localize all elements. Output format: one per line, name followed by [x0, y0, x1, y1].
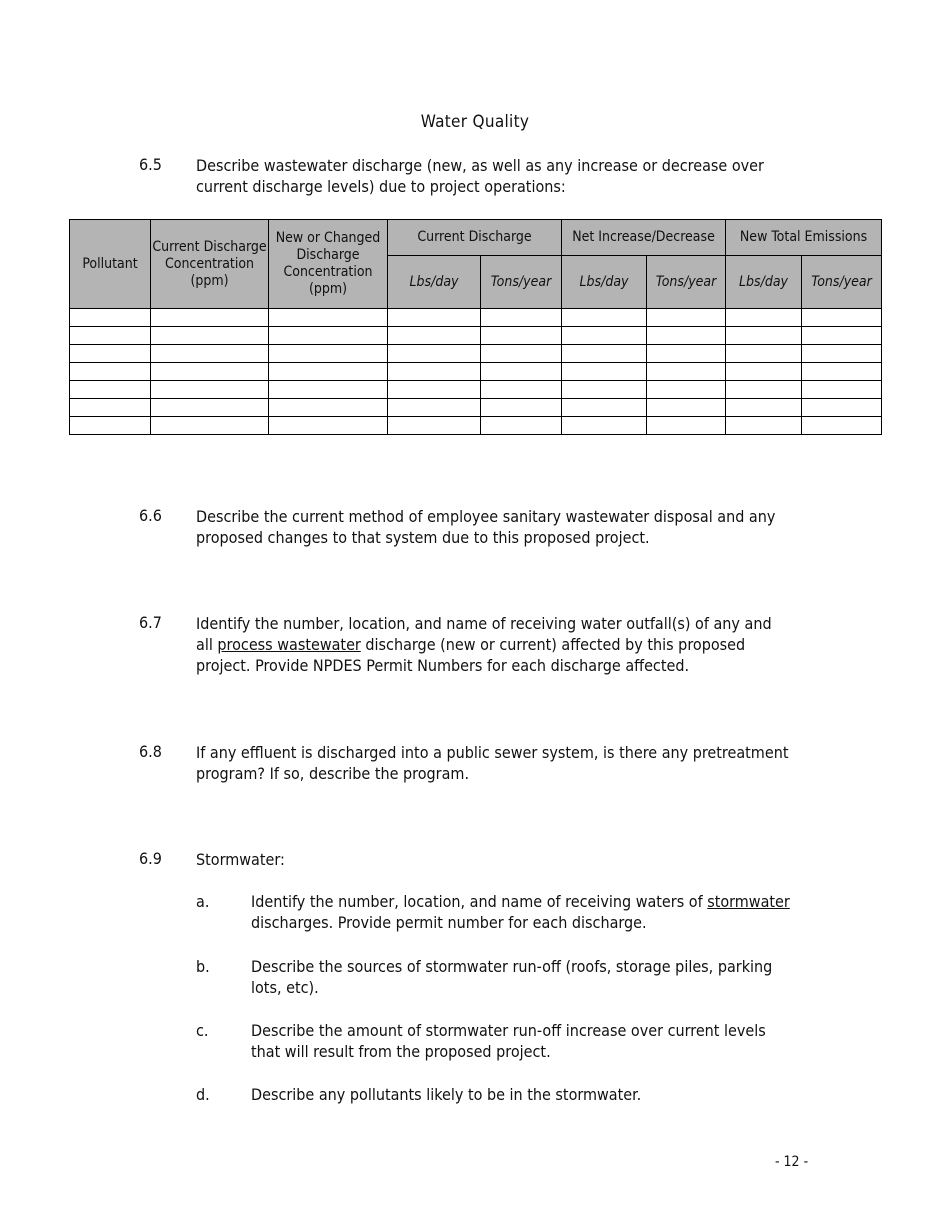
table-body	[70, 309, 882, 435]
header-total-tons-year: Tons/year	[802, 256, 882, 309]
table-cell[interactable]	[647, 381, 726, 399]
table-cell[interactable]	[562, 309, 647, 327]
table-cell[interactable]	[802, 345, 882, 363]
table-cell[interactable]	[481, 345, 562, 363]
item-d-text: Describe any pollutants likely to be in the stormwater.	[251, 1085, 642, 1104]
table-cell[interactable]	[562, 345, 647, 363]
header-current-concentration: Current Discharge Concentration (ppm)	[151, 220, 269, 309]
question-6-5-text: Describe wastewater discharge (new, as well as any increase or decrease over current discharge levels) due to project operations:	[196, 156, 764, 196]
table-cell[interactable]	[70, 363, 151, 381]
table-cell[interactable]	[647, 309, 726, 327]
table-cell[interactable]	[647, 417, 726, 435]
table-cell[interactable]	[726, 399, 802, 417]
section-title: Water Quality	[420, 112, 530, 132]
table-cell[interactable]	[647, 327, 726, 345]
table-cell[interactable]	[151, 309, 269, 327]
table-row	[70, 417, 882, 435]
item-b-text: Describe the sources of stormwater run-off (roofs, storage piles, parking lots, etc).	[251, 957, 773, 997]
item-c-letter: c.	[196, 1021, 209, 1040]
table-cell[interactable]	[388, 381, 481, 399]
header-current-discharge: Current Discharge	[388, 220, 562, 256]
table-cell[interactable]	[802, 363, 882, 381]
question-6-9-label: Stormwater:	[196, 850, 285, 869]
table-cell[interactable]	[388, 417, 481, 435]
table-cell[interactable]	[481, 309, 562, 327]
table-cell[interactable]	[802, 309, 882, 327]
table-cell[interactable]	[726, 309, 802, 327]
table-cell[interactable]	[562, 381, 647, 399]
item-b-letter: b.	[196, 957, 210, 976]
table-cell[interactable]	[269, 327, 388, 345]
table-cell[interactable]	[726, 345, 802, 363]
table-row	[70, 399, 882, 417]
table-cell[interactable]	[70, 309, 151, 327]
table-cell[interactable]	[151, 381, 269, 399]
table-row	[70, 309, 882, 327]
header-total-lbs-day: Lbs/day	[726, 256, 802, 309]
table-row	[70, 381, 882, 399]
table-row	[70, 363, 882, 381]
table-cell[interactable]	[151, 417, 269, 435]
header-net-lbs-day: Lbs/day	[562, 256, 647, 309]
table-cell[interactable]	[481, 327, 562, 345]
question-6-8-number: 6.8	[139, 742, 162, 761]
table-cell[interactable]	[481, 399, 562, 417]
question-6-6-number: 6.6	[139, 506, 162, 525]
table-cell[interactable]	[802, 399, 882, 417]
table-cell[interactable]	[647, 399, 726, 417]
table-cell[interactable]	[481, 363, 562, 381]
table-cell[interactable]	[726, 363, 802, 381]
header-new-concentration: New or Changed Discharge Concentration (ppm)	[269, 220, 388, 309]
table-cell[interactable]	[562, 399, 647, 417]
header-net-change: Net Increase/Decrease	[562, 220, 726, 256]
table-cell[interactable]	[269, 309, 388, 327]
table-cell[interactable]	[726, 381, 802, 399]
question-6-6-text: Describe the current method of employee sanitary wastewater disposal and any proposed changes to that system due to this proposed project.	[196, 507, 776, 547]
table-cell[interactable]	[481, 381, 562, 399]
question-6-5-number: 6.5	[139, 155, 162, 174]
table-cell[interactable]	[802, 327, 882, 345]
stormwater-term: stormwater	[707, 892, 790, 911]
table-cell[interactable]	[388, 345, 481, 363]
question-6-7-number: 6.7	[139, 613, 162, 632]
table-cell[interactable]	[269, 399, 388, 417]
item-a-letter: a.	[196, 892, 210, 911]
header-current-lbs-day: Lbs/day	[388, 256, 481, 309]
header-net-tons-year: Tons/year	[647, 256, 726, 309]
table-cell[interactable]	[388, 327, 481, 345]
table-cell[interactable]	[151, 327, 269, 345]
table-cell[interactable]	[151, 345, 269, 363]
table-cell[interactable]	[70, 381, 151, 399]
table-cell[interactable]	[70, 399, 151, 417]
table-cell[interactable]	[481, 417, 562, 435]
item-d-letter: d.	[196, 1085, 210, 1104]
table-cell[interactable]	[269, 363, 388, 381]
table-cell[interactable]	[269, 417, 388, 435]
table-cell[interactable]	[647, 363, 726, 381]
table-cell[interactable]	[562, 417, 647, 435]
item-c-text: Describe the amount of stormwater run-off increase over current levels that will result from the proposed project.	[251, 1021, 766, 1061]
table-cell[interactable]	[726, 327, 802, 345]
table-cell[interactable]	[388, 399, 481, 417]
table-cell[interactable]	[70, 345, 151, 363]
table-cell[interactable]	[726, 417, 802, 435]
table-cell[interactable]	[388, 363, 481, 381]
question-6-9-number: 6.9	[139, 849, 162, 868]
page-number: - 12 -	[775, 1154, 809, 1170]
table-cell[interactable]	[562, 327, 647, 345]
question-6-7-text: Identify the number, location, and name of receiving water outfall(s) of any and all process wastewater discharge (new or current) affected by this proposed project. Provide NPDES Permit Numbers for each discharge affected.	[196, 614, 772, 675]
question-6-8-text: If any effluent is discharged into a public sewer system, is there any pretreatment program? If so, describe the program.	[196, 743, 789, 783]
item-a-text: Identify the number, location, and name of receiving waters of stormwater discharges. Provide permit number for each discharge.	[251, 892, 790, 932]
process-wastewater-term: process wastewater	[217, 635, 361, 654]
header-pollutant: Pollutant	[70, 220, 151, 309]
table-cell[interactable]	[70, 327, 151, 345]
table-cell[interactable]	[802, 381, 882, 399]
table-cell[interactable]	[70, 417, 151, 435]
table-cell[interactable]	[151, 363, 269, 381]
table-row	[70, 345, 882, 363]
header-new-total: New Total Emissions	[726, 220, 882, 256]
wastewater-discharge-table	[69, 219, 882, 435]
table-cell[interactable]	[802, 417, 882, 435]
table-cell[interactable]	[562, 363, 647, 381]
header-current-tons-year: Tons/year	[481, 256, 562, 309]
table-cell[interactable]	[269, 345, 388, 363]
table-cell[interactable]	[151, 399, 269, 417]
table-cell[interactable]	[269, 381, 388, 399]
table-row	[70, 327, 882, 345]
table-cell[interactable]	[388, 309, 481, 327]
table-cell[interactable]	[647, 345, 726, 363]
